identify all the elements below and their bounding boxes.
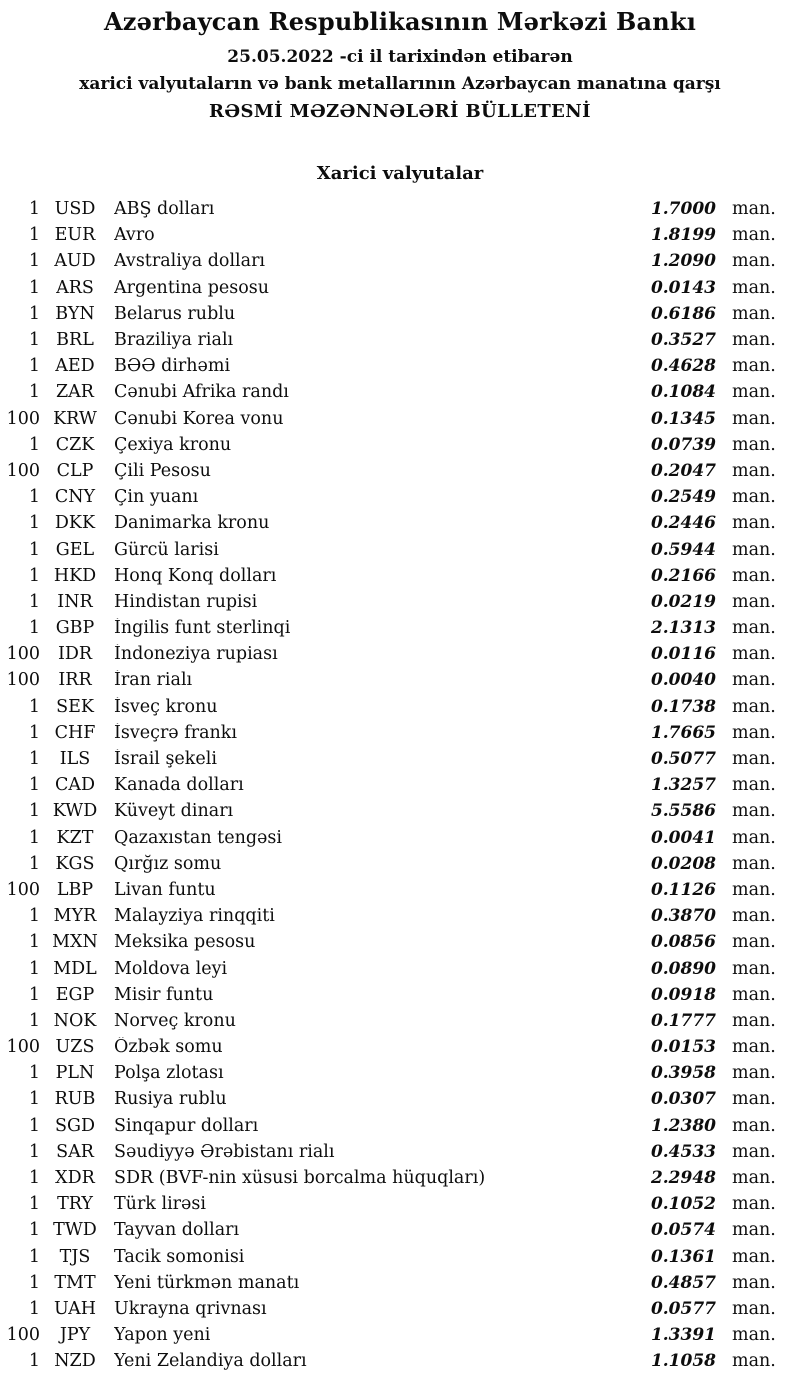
currency-code: PLN xyxy=(55,1063,95,1084)
rate-value: 0.1345 xyxy=(650,408,716,429)
rate-quantity: 1 xyxy=(28,539,40,560)
document-header xyxy=(0,6,800,125)
currency-name: Misir funtu xyxy=(114,984,214,1005)
rate-value: 0.0040 xyxy=(650,670,716,691)
currency-code: RUB xyxy=(54,1089,96,1110)
currency-code: HKD xyxy=(53,565,97,586)
rate-value: 0.5944 xyxy=(650,539,716,560)
rates-table xyxy=(0,196,790,1374)
currency-code: JPY xyxy=(59,1325,91,1346)
rate-value: 0.2549 xyxy=(650,487,716,508)
rate-quantity: 1 xyxy=(28,722,40,743)
rate-quantity: 1 xyxy=(28,1220,40,1241)
rate-unit: man. xyxy=(732,408,776,429)
rate-quantity: 1 xyxy=(28,696,40,717)
currency-name: Hindistan rupisi xyxy=(114,591,258,612)
currency-name: Özbək somu xyxy=(114,1037,223,1058)
currency-code: TJS xyxy=(59,1246,91,1267)
currency-code: MXN xyxy=(52,932,98,953)
rate-row xyxy=(0,1086,790,1112)
rate-unit: man. xyxy=(732,644,776,665)
rate-unit: man. xyxy=(732,1351,776,1372)
rate-unit: man. xyxy=(732,801,776,822)
rate-value: 0.0307 xyxy=(650,1089,716,1110)
rate-unit: man. xyxy=(732,251,776,272)
currency-code: USD xyxy=(54,199,96,220)
currency-code: BYN xyxy=(55,303,95,324)
rate-row xyxy=(0,484,790,510)
bank-name-title: Azərbaycan Respublikasının Mərkəzi Bankı xyxy=(103,7,697,36)
currency-name: İran rialı xyxy=(114,670,193,691)
rate-row xyxy=(0,536,790,562)
currency-code: TWD xyxy=(53,1220,97,1241)
rate-value: 0.1126 xyxy=(650,879,716,900)
rate-quantity: 1 xyxy=(28,1115,40,1136)
rate-unit: man. xyxy=(732,1010,776,1031)
bulletin-title: RƏSMİ MƏZƏNNƏLƏRİ BÜLLETENİ xyxy=(209,101,591,122)
rate-row xyxy=(0,982,790,1008)
currency-code: SEK xyxy=(56,696,94,717)
rate-value: 1.3391 xyxy=(650,1325,716,1346)
rate-value: 0.2446 xyxy=(650,513,716,534)
currency-code: MDL xyxy=(53,958,97,979)
currency-code: DKK xyxy=(54,513,96,534)
rate-row xyxy=(0,1348,790,1374)
currency-name: Belarus rublu xyxy=(114,303,236,324)
rate-value: 0.0219 xyxy=(650,591,716,612)
rate-quantity: 1 xyxy=(28,382,40,403)
rate-value: 0.4533 xyxy=(650,1141,716,1162)
rate-row xyxy=(0,798,790,824)
currency-name: Çili Pesosu xyxy=(114,460,211,481)
rate-unit: man. xyxy=(732,984,776,1005)
rate-row xyxy=(0,772,790,798)
rate-value: 0.1361 xyxy=(650,1246,716,1267)
rate-row xyxy=(0,825,790,851)
rate-value: 1.1058 xyxy=(650,1351,716,1372)
rate-quantity: 1 xyxy=(28,199,40,220)
rate-unit: man. xyxy=(732,722,776,743)
rate-row xyxy=(0,1296,790,1322)
rate-unit: man. xyxy=(732,618,776,639)
currency-code: KWD xyxy=(52,801,98,822)
currency-code: SGD xyxy=(55,1115,95,1136)
rate-value: 0.0574 xyxy=(650,1220,716,1241)
rate-row xyxy=(0,353,790,379)
rate-quantity: 1 xyxy=(28,1141,40,1162)
currency-name: BƏƏ dirhəmi xyxy=(114,356,231,377)
currency-code: NZD xyxy=(54,1351,96,1372)
currency-code: EUR xyxy=(54,225,96,246)
currency-code: KGS xyxy=(55,853,95,874)
currency-code: CAD xyxy=(54,775,96,796)
currency-name: Livan funtu xyxy=(114,879,216,900)
rate-quantity: 1 xyxy=(28,277,40,298)
rate-quantity: 1 xyxy=(28,487,40,508)
rate-quantity: 100 xyxy=(6,1037,40,1058)
rate-quantity: 1 xyxy=(28,1298,40,1319)
rate-quantity: 1 xyxy=(28,1194,40,1215)
currency-name: Danimarka kronu xyxy=(114,513,270,534)
rate-row xyxy=(0,248,790,274)
currency-name: Qazaxıstan tengəsi xyxy=(114,827,282,848)
rate-quantity: 1 xyxy=(28,827,40,848)
rate-unit: man. xyxy=(732,1246,776,1267)
currency-code: CLP xyxy=(56,460,94,481)
currency-name: Qırğız somu xyxy=(114,853,222,874)
effective-date-line: 25.05.2022 -ci il tarixindən etibarən xyxy=(227,47,573,67)
rate-unit: man. xyxy=(732,1089,776,1110)
currency-name: Gürcü larisi xyxy=(114,539,219,560)
rate-value: 0.0918 xyxy=(650,984,716,1005)
rate-unit: man. xyxy=(732,958,776,979)
rate-unit: man. xyxy=(732,225,776,246)
currency-code: UAH xyxy=(53,1298,97,1319)
rate-quantity: 1 xyxy=(28,853,40,874)
rate-value: 0.4628 xyxy=(650,356,716,377)
currency-code: KRW xyxy=(53,408,97,429)
rate-unit: man. xyxy=(732,513,776,534)
rate-unit: man. xyxy=(732,1325,776,1346)
rate-value: 0.0208 xyxy=(650,853,716,874)
rate-value: 1.7665 xyxy=(650,722,716,743)
rate-value: 0.2047 xyxy=(650,460,716,481)
rate-unit: man. xyxy=(732,696,776,717)
rate-row xyxy=(0,877,790,903)
rate-quantity: 1 xyxy=(28,251,40,272)
rate-quantity: 100 xyxy=(6,1325,40,1346)
currency-code: INR xyxy=(57,591,93,612)
currency-name: Küveyt dinarı xyxy=(114,801,234,822)
rate-value: 5.5586 xyxy=(650,801,716,822)
rate-quantity: 1 xyxy=(28,984,40,1005)
currency-name: Argentina pesosu xyxy=(114,277,270,298)
currency-name: SDR (BVF-nin xüsusi borcalma hüquqları) xyxy=(114,1168,486,1189)
rate-row xyxy=(0,1217,790,1243)
currency-code: MYR xyxy=(53,906,97,927)
currency-code: TMT xyxy=(54,1272,96,1293)
currency-code: LBP xyxy=(56,879,94,900)
rate-quantity: 1 xyxy=(28,958,40,979)
rate-quantity: 100 xyxy=(6,644,40,665)
rate-row xyxy=(0,1008,790,1034)
currency-name: Rusiya rublu xyxy=(114,1089,227,1110)
rate-value: 0.0116 xyxy=(650,644,716,665)
rate-quantity: 1 xyxy=(28,1272,40,1293)
rate-value: 2.1313 xyxy=(650,618,716,639)
currency-code: ZAR xyxy=(56,382,94,403)
rate-row xyxy=(0,589,790,615)
rate-value: 1.3257 xyxy=(650,775,716,796)
rate-value: 0.2166 xyxy=(650,565,716,586)
rate-unit: man. xyxy=(732,199,776,220)
currency-name: Kanada dolları xyxy=(114,775,244,796)
rate-row xyxy=(0,1191,790,1217)
rate-value: 0.0041 xyxy=(650,827,716,848)
rate-quantity: 100 xyxy=(6,408,40,429)
rate-unit: man. xyxy=(732,1168,776,1189)
rate-row xyxy=(0,929,790,955)
rate-row xyxy=(0,1244,790,1270)
currency-name: Meksika pesosu xyxy=(114,932,256,953)
rate-quantity: 1 xyxy=(28,1168,40,1189)
rate-unit: man. xyxy=(732,1220,776,1241)
rate-row xyxy=(0,746,790,772)
currency-name: Türk lirəsi xyxy=(114,1194,206,1215)
rate-quantity: 100 xyxy=(6,670,40,691)
currency-code: EGP xyxy=(55,984,95,1005)
section-title-foreign-currencies: Xarici valyutalar xyxy=(316,163,484,184)
rate-unit: man. xyxy=(732,906,776,927)
rate-unit: man. xyxy=(732,277,776,298)
rate-quantity: 1 xyxy=(28,513,40,534)
rate-value: 0.0143 xyxy=(650,277,716,298)
rate-row xyxy=(0,1270,790,1296)
rate-quantity: 1 xyxy=(28,1246,40,1267)
rate-value: 0.3870 xyxy=(650,906,716,927)
currency-code: TRY xyxy=(57,1194,93,1215)
rate-row xyxy=(0,1139,790,1165)
rate-row xyxy=(0,275,790,301)
rate-quantity: 1 xyxy=(28,591,40,612)
currency-name: İsveç kronu xyxy=(114,696,218,717)
rate-row xyxy=(0,301,790,327)
rate-row xyxy=(0,851,790,877)
currency-name: Cənubi Korea vonu xyxy=(114,408,284,429)
rate-value: 0.0577 xyxy=(650,1298,716,1319)
rate-value: 0.3958 xyxy=(650,1063,716,1084)
rate-unit: man. xyxy=(732,853,776,874)
rate-value: 0.0890 xyxy=(650,958,716,979)
rate-unit: man. xyxy=(732,303,776,324)
currency-name: ABŞ dolları xyxy=(114,199,215,220)
rate-row xyxy=(0,458,790,484)
rate-quantity: 1 xyxy=(28,618,40,639)
rate-value: 1.7000 xyxy=(650,199,716,220)
currency-code: KZT xyxy=(56,827,94,848)
rate-unit: man. xyxy=(732,879,776,900)
rate-quantity: 1 xyxy=(28,906,40,927)
rate-row xyxy=(0,1113,790,1139)
rate-unit: man. xyxy=(732,1037,776,1058)
rate-quantity: 1 xyxy=(28,565,40,586)
rate-row xyxy=(0,1034,790,1060)
rate-value: 0.1738 xyxy=(650,696,716,717)
rate-row xyxy=(0,327,790,353)
rate-unit: man. xyxy=(732,1194,776,1215)
rate-unit: man. xyxy=(732,1298,776,1319)
rate-quantity: 1 xyxy=(28,303,40,324)
rate-unit: man. xyxy=(732,1141,776,1162)
currency-name: İngilis funt sterlinqi xyxy=(114,618,291,639)
currency-name: Ukrayna qrivnası xyxy=(114,1298,267,1319)
rate-quantity: 1 xyxy=(28,1089,40,1110)
rate-value: 0.3527 xyxy=(650,330,716,351)
currency-name: İsveçrə frankı xyxy=(114,722,237,743)
currency-name: Malayziya rinqqiti xyxy=(114,906,275,927)
rate-quantity: 100 xyxy=(6,879,40,900)
rate-row xyxy=(0,432,790,458)
rate-row xyxy=(0,615,790,641)
rate-value: 1.2090 xyxy=(650,251,716,272)
currency-code: XDR xyxy=(55,1168,95,1189)
currency-name: Yeni Zelandiya dolları xyxy=(114,1351,307,1372)
rate-value: 0.1084 xyxy=(650,382,716,403)
currency-code: AED xyxy=(55,356,95,377)
rate-unit: man. xyxy=(732,487,776,508)
currency-code: GBP xyxy=(55,618,95,639)
currency-code: BRL xyxy=(56,330,94,351)
rate-row xyxy=(0,903,790,929)
rate-quantity: 1 xyxy=(28,330,40,351)
currency-name: İsrail şekeli xyxy=(114,749,217,770)
rate-quantity: 1 xyxy=(28,1351,40,1372)
rate-unit: man. xyxy=(732,382,776,403)
rate-row xyxy=(0,406,790,432)
currency-code: CZK xyxy=(55,434,95,455)
rate-row xyxy=(0,667,790,693)
rate-value: 1.2380 xyxy=(650,1115,716,1136)
rate-row xyxy=(0,1060,790,1086)
rate-quantity: 1 xyxy=(28,225,40,246)
rate-unit: man. xyxy=(732,670,776,691)
rate-unit: man. xyxy=(732,1063,776,1084)
rate-unit: man. xyxy=(732,460,776,481)
rate-quantity: 1 xyxy=(28,932,40,953)
currency-name: Səudiyyə Ərəbistanı rialı xyxy=(114,1141,335,1162)
currency-name: Moldova leyi xyxy=(114,958,228,979)
currency-code: ILS xyxy=(59,749,91,770)
currency-name: Sinqapur dolları xyxy=(114,1115,259,1136)
currency-code: GEL xyxy=(55,539,95,560)
rate-quantity: 1 xyxy=(28,1010,40,1031)
currency-name: Çexiya kronu xyxy=(114,434,232,455)
rate-value: 0.5077 xyxy=(650,749,716,770)
rate-unit: man. xyxy=(732,827,776,848)
currency-name: Norveç kronu xyxy=(114,1010,236,1031)
currency-name: Çin yuanı xyxy=(114,487,199,508)
rate-quantity: 1 xyxy=(28,749,40,770)
rate-unit: man. xyxy=(732,932,776,953)
rate-row xyxy=(0,196,790,222)
rate-unit: man. xyxy=(732,749,776,770)
currency-name: Yeni türkmən manatı xyxy=(114,1272,300,1293)
rate-row xyxy=(0,720,790,746)
rate-row xyxy=(0,1165,790,1191)
currency-name: Tayvan dolları xyxy=(114,1220,240,1241)
currency-name: Yapon yeni xyxy=(114,1325,211,1346)
currency-code: AUD xyxy=(54,251,96,272)
rate-unit: man. xyxy=(732,539,776,560)
rate-row xyxy=(0,510,790,536)
rate-unit: man. xyxy=(732,1272,776,1293)
rate-quantity: 1 xyxy=(28,356,40,377)
rate-value: 0.0856 xyxy=(650,932,716,953)
currency-code: ARS xyxy=(56,277,94,298)
rate-unit: man. xyxy=(732,591,776,612)
currency-code: UZS xyxy=(55,1037,95,1058)
rate-unit: man. xyxy=(732,330,776,351)
rate-row xyxy=(0,955,790,981)
rate-unit: man. xyxy=(732,434,776,455)
currency-name: Avstraliya dolları xyxy=(114,251,266,272)
rate-quantity: 100 xyxy=(6,460,40,481)
rate-row xyxy=(0,1322,790,1348)
rate-quantity: 1 xyxy=(28,1063,40,1084)
rate-unit: man. xyxy=(732,775,776,796)
rate-value: 2.2948 xyxy=(650,1168,716,1189)
rate-unit: man. xyxy=(732,1115,776,1136)
rate-row xyxy=(0,563,790,589)
rate-quantity: 1 xyxy=(28,434,40,455)
rate-value: 0.1777 xyxy=(650,1010,716,1031)
rate-value: 1.8199 xyxy=(650,225,716,246)
currency-name: Avro xyxy=(114,225,155,246)
rate-value: 0.1052 xyxy=(650,1194,716,1215)
rate-row xyxy=(0,379,790,405)
rate-value: 0.0153 xyxy=(650,1037,716,1058)
rate-row xyxy=(0,222,790,248)
rate-row xyxy=(0,641,790,667)
currency-name: Braziliya rialı xyxy=(114,330,234,351)
subject-line: xarici valyutaların və bank metallarının Azərbaycan manatına qarşı xyxy=(79,74,721,94)
currency-code: SAR xyxy=(56,1141,94,1162)
currency-name: Tacik somonisi xyxy=(114,1246,245,1267)
currency-code: NOK xyxy=(53,1010,97,1031)
currency-code: IRR xyxy=(58,670,92,691)
rate-unit: man. xyxy=(732,356,776,377)
currency-name: Polşa zlotası xyxy=(114,1063,224,1084)
currency-name: Honq Konq dolları xyxy=(114,565,277,586)
rate-value: 0.4857 xyxy=(650,1272,716,1293)
currency-name: İndoneziya rupiası xyxy=(114,644,278,665)
currency-code: CHF xyxy=(54,722,96,743)
currency-name: Cənubi Afrika randı xyxy=(114,382,289,403)
rate-value: 0.6186 xyxy=(650,303,716,324)
rate-quantity: 1 xyxy=(28,801,40,822)
rate-value: 0.0739 xyxy=(650,434,716,455)
rate-unit: man. xyxy=(732,565,776,586)
rate-row xyxy=(0,694,790,720)
currency-code: IDR xyxy=(57,644,93,665)
currency-code: CNY xyxy=(54,487,96,508)
rate-quantity: 1 xyxy=(28,775,40,796)
